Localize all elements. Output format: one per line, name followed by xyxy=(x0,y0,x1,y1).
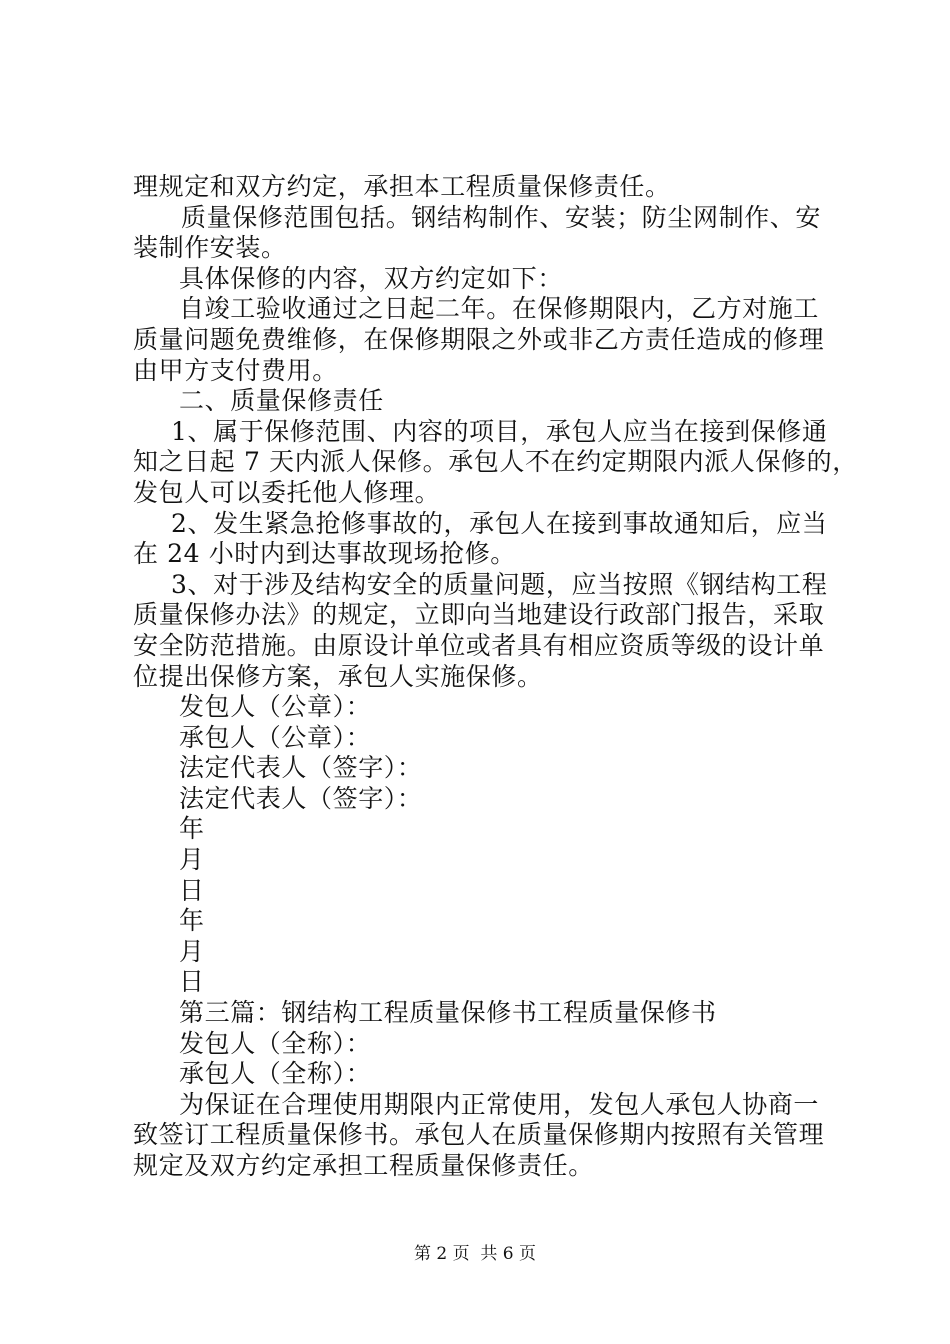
date-field: 年 xyxy=(179,814,205,844)
paragraph-line: 3、对于涉及结构安全的质量问题，应当按照《钢结构工程 xyxy=(171,569,828,599)
signature-field: 法定代表人（签字）： xyxy=(179,753,423,783)
party-field: 承包人（全称）： xyxy=(179,1059,372,1089)
paragraph-line: 安全防范措施。由原设计单位或者具有相应资质等级的设计单 xyxy=(133,630,825,660)
signature-field: 发包人（公章）： xyxy=(179,692,372,722)
date-field: 月 xyxy=(179,845,205,875)
signature-field: 承包人（公章）： xyxy=(179,722,372,752)
paragraph-line: 2、发生紧急抢修事故的，承包人在接到事故通知后，应当 xyxy=(171,508,828,538)
date-field: 月 xyxy=(179,936,205,966)
document-body xyxy=(133,172,858,1182)
paragraph-line: 自竣工验收通过之日起二年。在保修期限内，乙方对施工 xyxy=(179,294,820,324)
paragraph-line: 为保证在合理使用期限内正常使用，发包人承包人协商一 xyxy=(179,1089,820,1119)
paragraph-line: 致签订工程质量保修书。承包人在质量保修期内按照有关管理 xyxy=(133,1120,825,1150)
section-heading: 二、质量保修责任 xyxy=(179,386,384,416)
date-field: 年 xyxy=(179,906,205,936)
paragraph-line: 理规定和双方约定，承担本工程质量保修责任。 xyxy=(133,172,671,201)
paragraph-line: 位提出保修方案，承包人实施保修。 xyxy=(133,661,543,691)
paragraph-line: 质量保修办法》的规定，立即向当地建设行政部门报告，采取 xyxy=(133,600,825,630)
date-field: 日 xyxy=(179,967,205,997)
page-footer xyxy=(0,1244,950,1264)
chapter-heading: 第三篇：钢结构工程质量保修书工程质量保修书 xyxy=(179,998,717,1028)
date-field: 日 xyxy=(179,875,205,905)
paragraph-line: 由甲方支付费用。 xyxy=(133,355,338,385)
paragraph-line: 1、属于保修范围、内容的项目，承包人应当在接到保修通 xyxy=(171,416,828,446)
party-field: 发包人（全称）： xyxy=(179,1028,372,1058)
paragraph-line: 质量保修范围包括。钢结构制作、安装；防尘网制作、安 xyxy=(181,202,822,232)
signature-field: 法定代表人（签字）： xyxy=(179,783,423,813)
paragraph-line: 发包人可以委托他人修理。 xyxy=(133,477,441,507)
paragraph-line: 规定及双方约定承担工程质量保修责任。 xyxy=(133,1151,594,1180)
paragraph-line: 在 24 小时内到达事故现场抢修。 xyxy=(133,539,516,569)
paragraph-line: 知之日起 7 天内派人保修。承包人不在约定期限内派人保修的， xyxy=(133,447,858,477)
paragraph-line: 装制作安装。 xyxy=(133,233,287,263)
paragraph-line: 具体保修的内容，双方约定如下： xyxy=(179,263,564,293)
paragraph-line: 质量问题免费维修，在保修期限之外或非乙方责任造成的修理 xyxy=(133,324,825,354)
page-number: 第 2 页 共 6 页 xyxy=(413,1244,537,1264)
